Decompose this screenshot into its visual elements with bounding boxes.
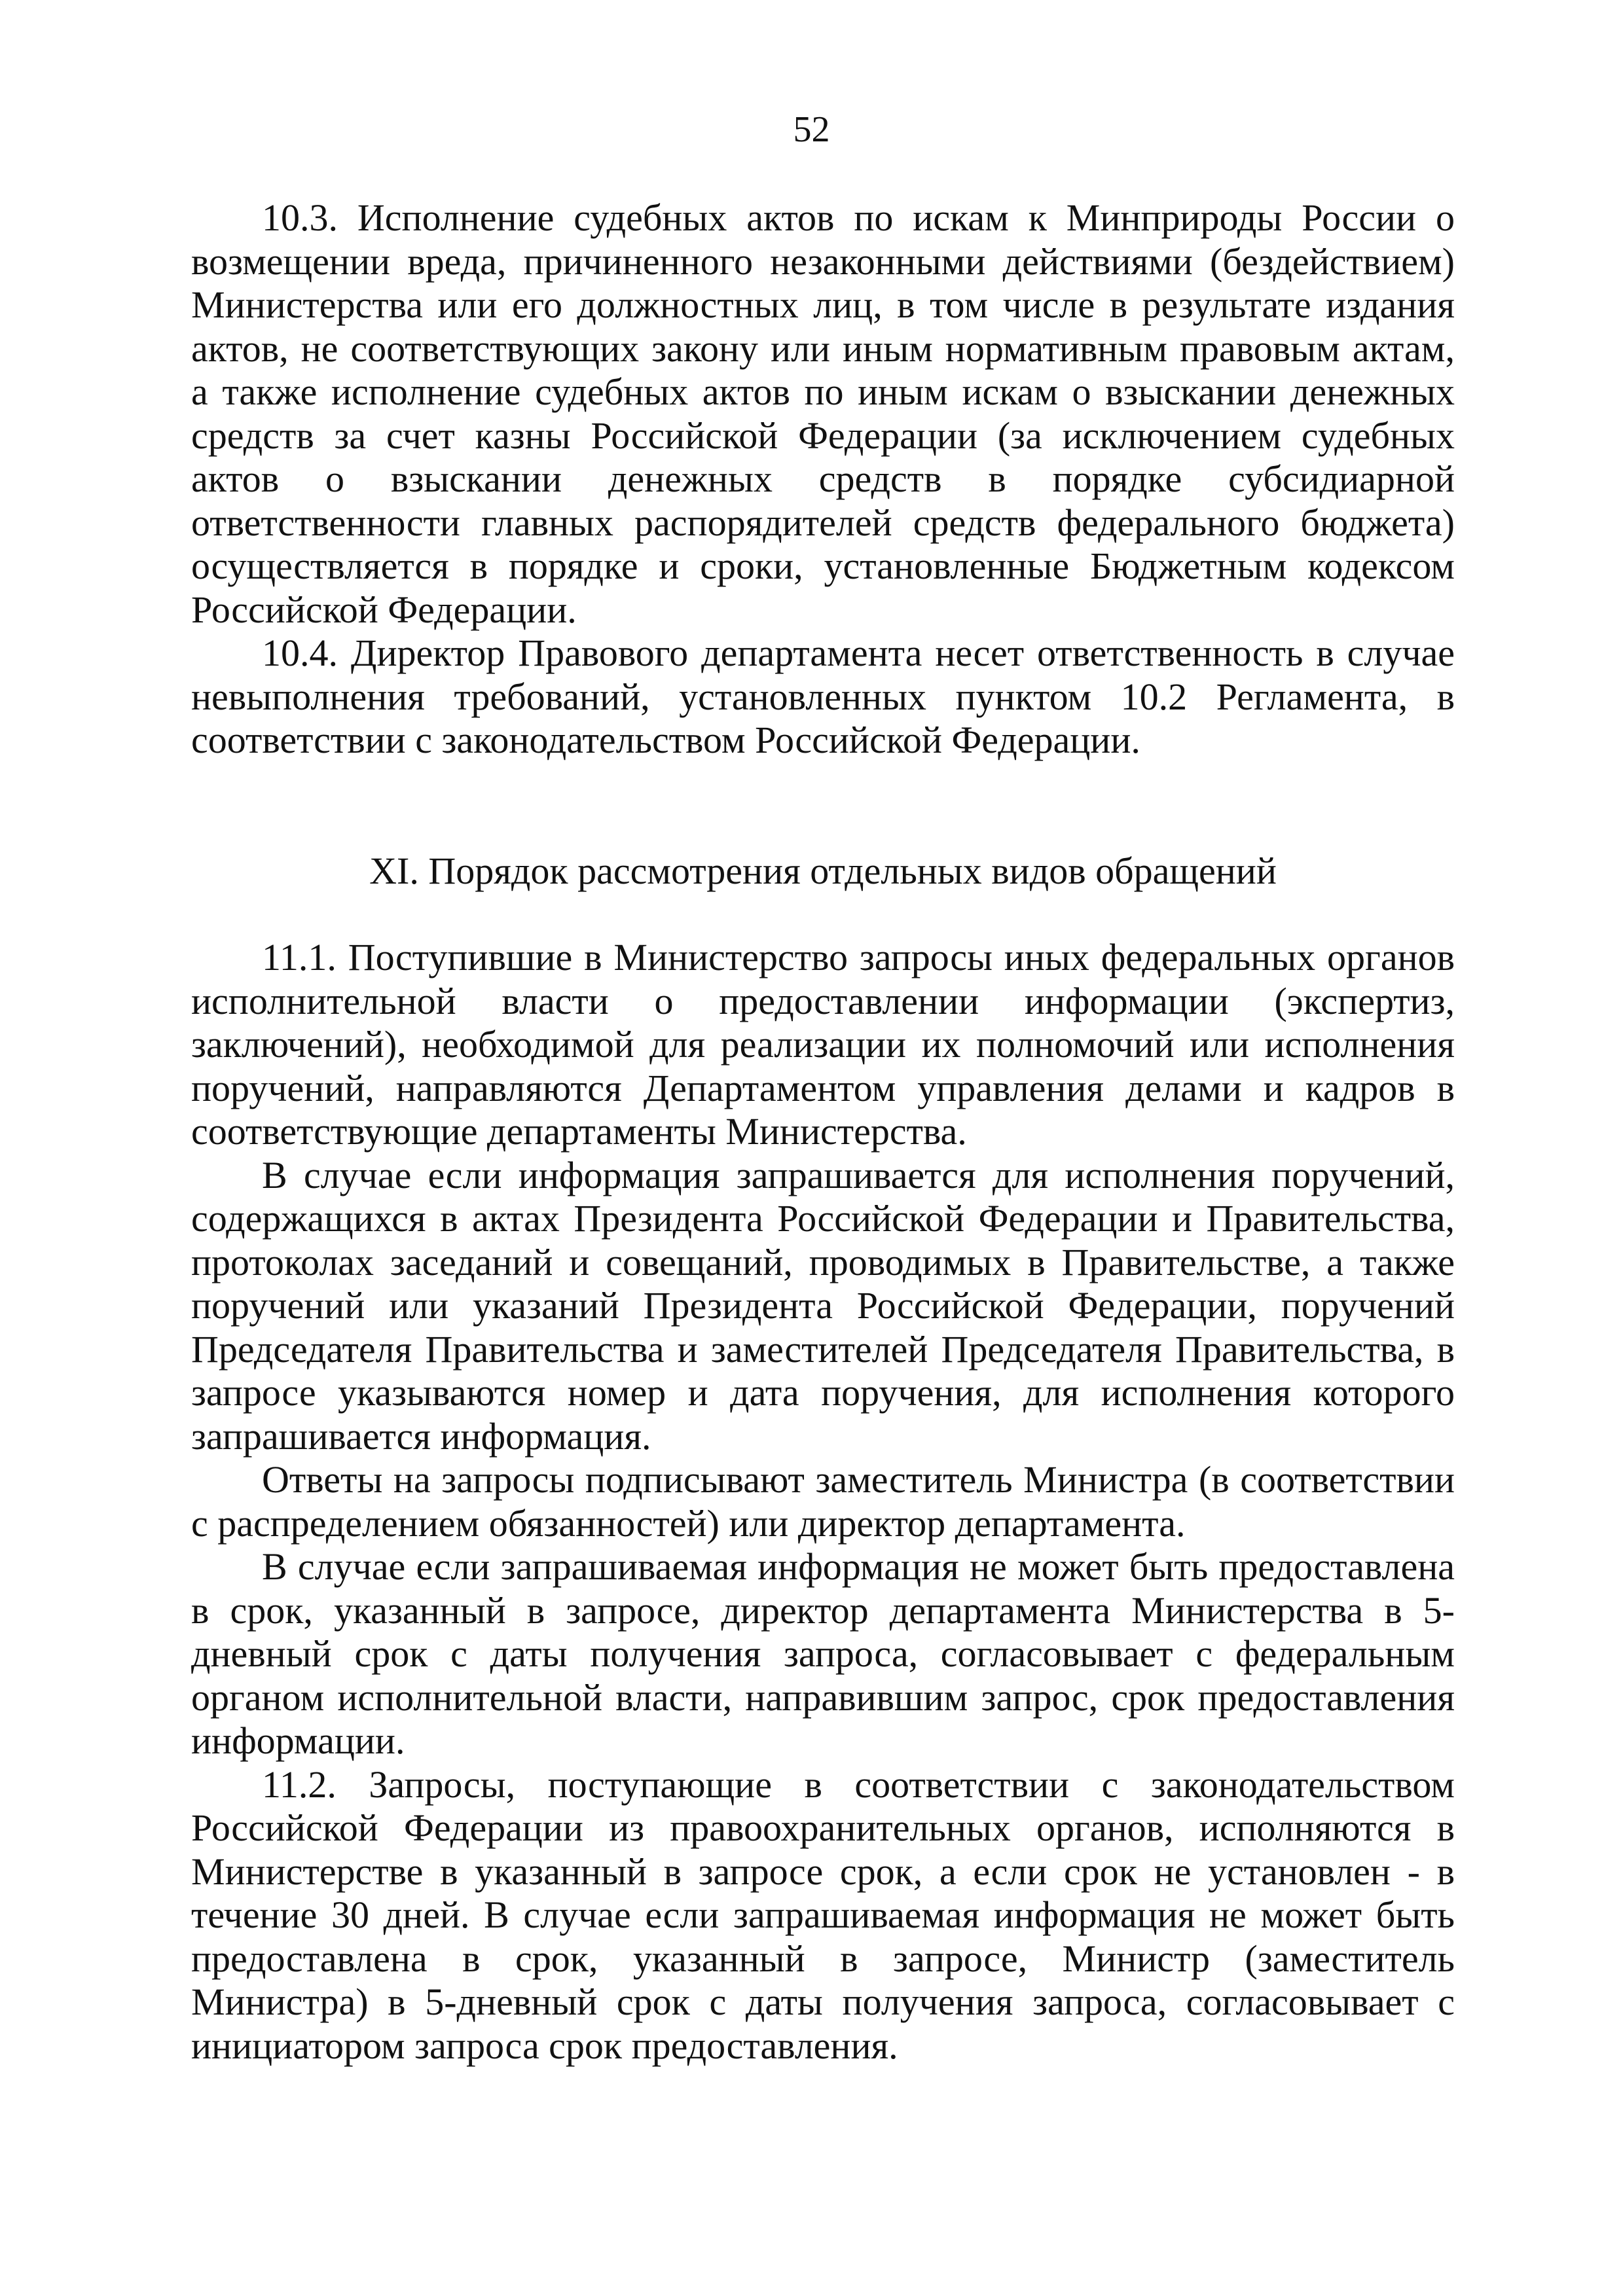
section-heading: XI. Порядок рассмотрения отдельных видов обращений (369, 849, 1277, 892)
paragraph-11-1: 11.1. Поступившие в Министерство запросы иных федеральных органов исполнительной власти о предоставлении информации (экспертиз, заключений), необходимой для реализации их полномочий или исполнения поручений, направляются Департаментом управления делами и кадров в соответствующие департаменты Министерства. (191, 936, 1455, 1153)
paragraph-11-1-c: Ответы на запросы подписывают заместитель Министра (в соответствии с распределением обязанностей) или директор департамента. (191, 1458, 1455, 1545)
paragraph-10-4: 10.4. Директор Правового департамента несет ответственность в случае невыполнения требований, установленных пунктом 10.2 Регламента, в соответствии с законодательством Российской Федерации. (191, 632, 1455, 761)
paragraph-10-3: 10.3. Исполнение судебных актов по искам к Минприроды России о возмещении вреда, причиненного незаконными действиями (бездействием) Министерства или его должностных лиц, в том числе в результате издания актов, не соответствующих закону или иным нормативным правовым актам, а также исполнение судебных актов по иным искам о взыскании денежных средств за счет казны Российской Федерации (за исключением судебных актов о взыскании денежных средств в порядке субсидиарной ответственности главных распорядителей средств федерального бюджета) осуществляется в порядке и сроки, установленные Бюджетным кодексом Российской Федерации. (191, 196, 1455, 631)
document-body (191, 196, 1455, 2068)
paragraph-11-2: 11.2. Запросы, поступающие в соответствии с законодательством Российской Федерации из правоохранительных органов, исполняются в Министерстве в указанный в запросе срок, а если срок не установлен - в течение 30 дней. В случае если запрашиваемая информация не может быть предоставлена в срок, указанный в запросе, Министр (заместитель Министра) в 5-дневный срок с даты получения запроса, согласовывает с инициатором запроса срок предоставления. (191, 1763, 1455, 2067)
paragraph-11-1-d: В случае если запрашиваемая информация не может быть предоставлена в срок, указанный в запросе, директор департамента Министерства в 5-дневный срок с даты получения запроса, согласовывает с федеральным органом исполнительной власти, направившим запрос, срок предоставления информации. (191, 1545, 1455, 1762)
paragraph-11-1-b: В случае если информация запрашивается для исполнения поручений, содержащихся в актах Президента Российской Федерации и Правительства, протоколах заседаний и совещаний, проводимых в Правительстве, а также поручений или указаний Президента Российской Федерации, поручений Председателя Правительства и заместителей Председателя Правительства, в запросе указываются номер и дата поручения, для исполнения которого запрашивается информация. (191, 1153, 1455, 1458)
page-number: 52 (793, 109, 830, 150)
